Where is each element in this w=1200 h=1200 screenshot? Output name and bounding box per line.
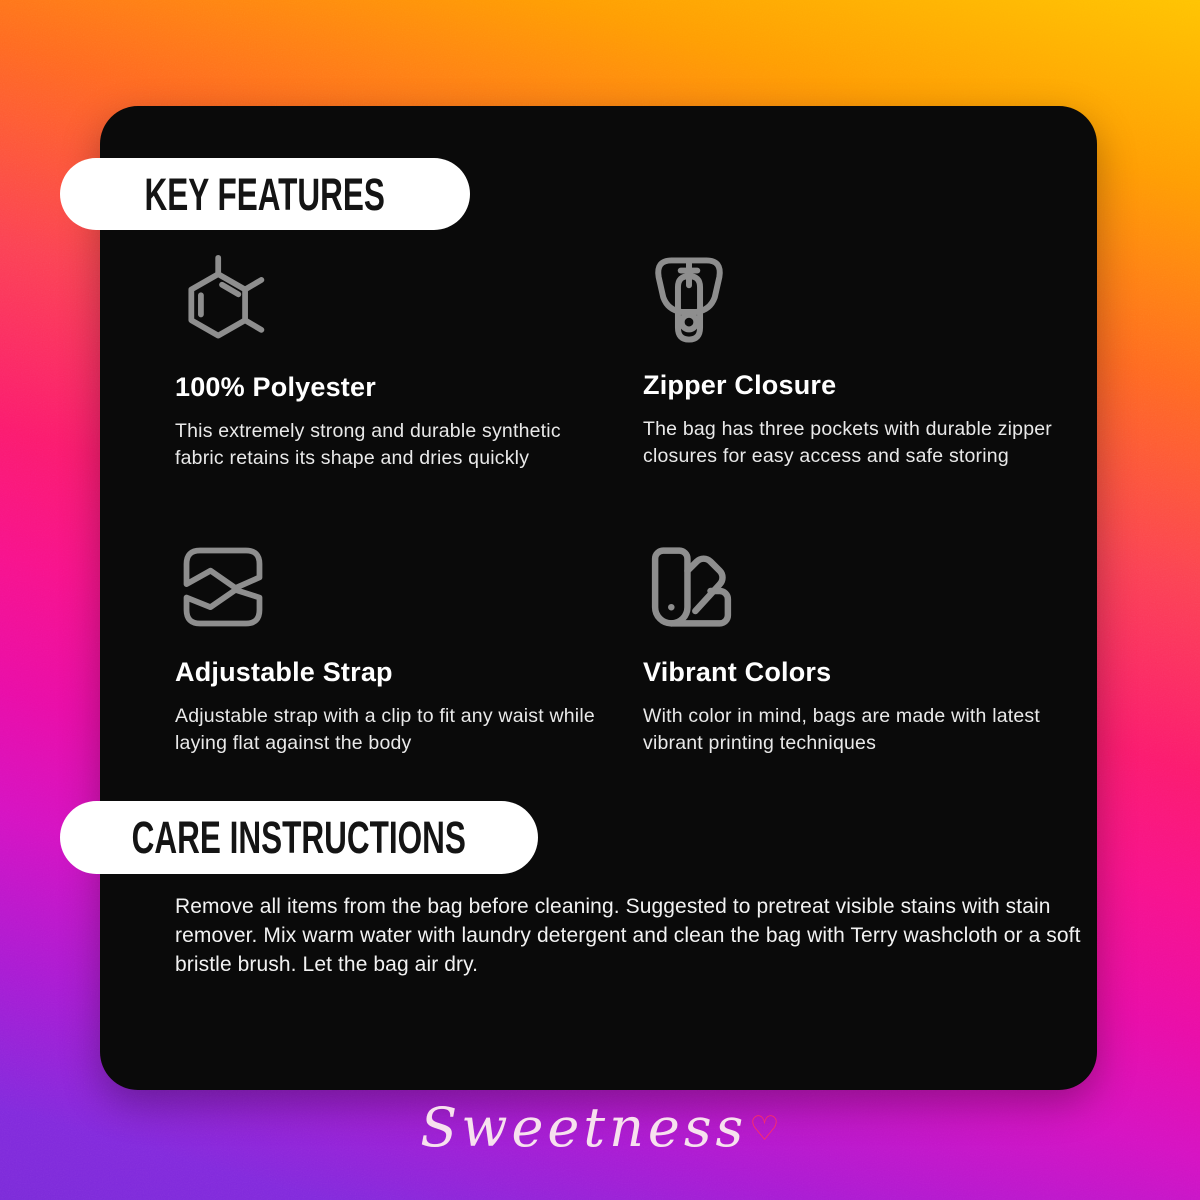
feature-adjustable-strap <box>175 537 603 757</box>
feature-title: 100% Polyester <box>175 372 376 402</box>
adjustable-strap-icon <box>175 537 603 637</box>
key-features-heading <box>60 158 470 230</box>
heart-icon: ♡ <box>749 1109 780 1149</box>
feature-title: Adjustable Strap <box>175 657 393 687</box>
key-features-label: KEY FEATURES <box>144 168 386 220</box>
brand-logo <box>0 1096 1200 1159</box>
feature-zipper-closure <box>643 250 1071 470</box>
brand-name: Sweetness <box>420 1096 748 1159</box>
care-instructions-label: CARE INSTRUCTIONS <box>131 812 467 863</box>
polyester-molecule-icon <box>175 252 603 352</box>
feature-polyester <box>175 252 603 472</box>
care-instructions-heading <box>60 801 538 874</box>
feature-description: Adjustable strap with a clip to fit any waist while laying flat against the body <box>175 705 595 754</box>
color-swatch-icon <box>643 537 1071 637</box>
feature-title: Zipper Closure <box>643 370 837 400</box>
feature-vibrant-colors <box>643 537 1071 757</box>
feature-title: Vibrant Colors <box>643 657 832 687</box>
feature-description: With color in mind, bags are made with latest vibrant printing techniques <box>643 705 1041 754</box>
feature-description: This extremely strong and durable synthetic fabric retains its shape and dries quickly <box>175 420 561 469</box>
care-instructions-text: Remove all items from the bag before cleaning. Suggested to pretreat visible stains with stain remover. Mix warm water with laundry detergent and clean the bag with Terry washcloth or a soft bristle brush. Let the bag air dry. <box>175 895 1081 976</box>
zipper-icon <box>643 250 1071 350</box>
feature-description: The bag has three pockets with durable zipper closures for easy access and safe storing <box>643 418 1052 467</box>
